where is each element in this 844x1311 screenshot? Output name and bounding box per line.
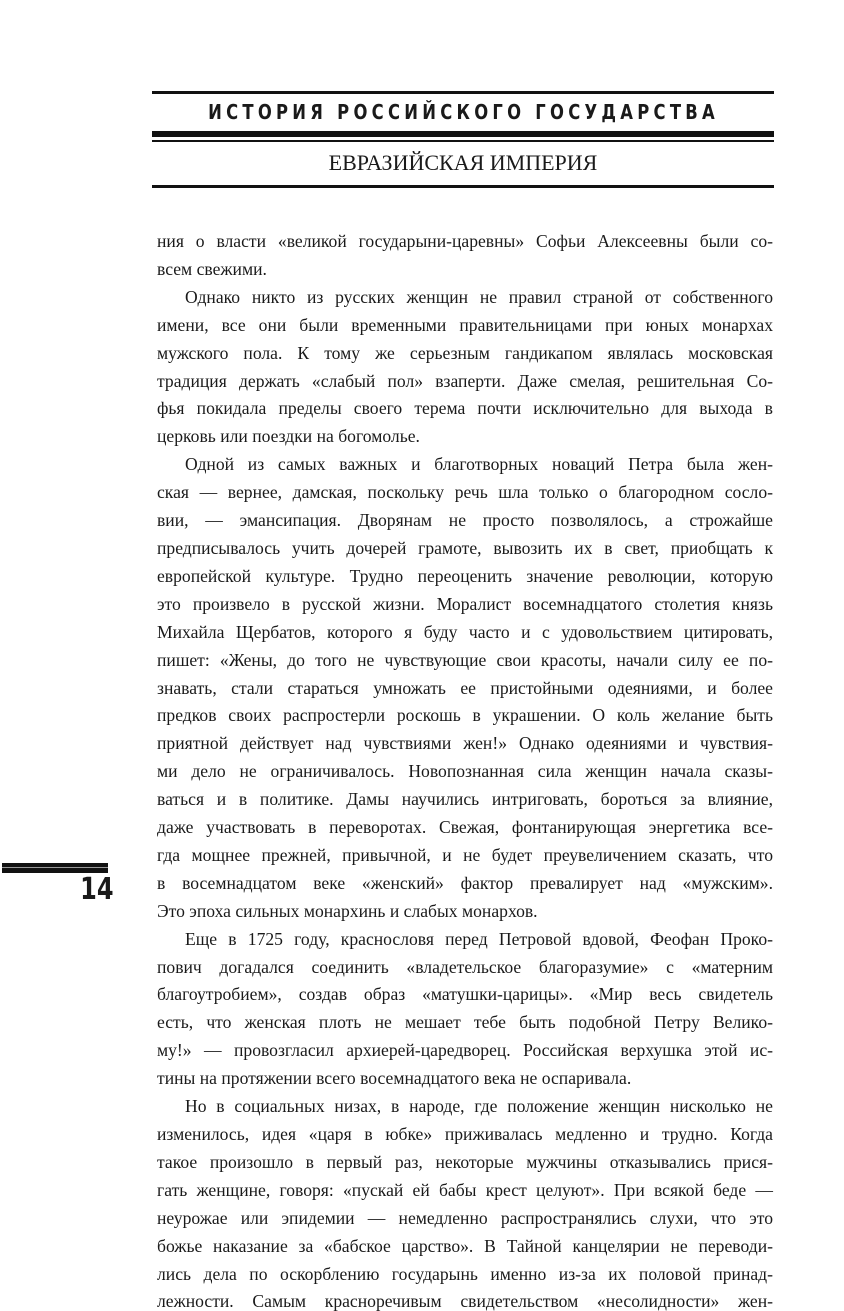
text-line: есть, что женская плоть не мешает тебе быть подобной Петру Велико- xyxy=(157,1012,773,1033)
text-line: лежности. Самым красноречивым свидетельством «несолидности» жен- xyxy=(157,1291,773,1311)
text-line: Еще в 1725 году, краснословя перед Петровой вдовой, Феофан Проко- xyxy=(185,928,773,949)
paragraph xyxy=(157,926,773,1093)
text-line: пович догадался соединить «владетельское благоразумие» с «матерним xyxy=(157,956,773,977)
text-line: Одной из самых важных и благотворных новаций Петра была жен- xyxy=(185,454,773,475)
text-line: имени, все они были временными правительницами при юных монархах xyxy=(157,314,773,335)
text-line: знавать, стали стараться умножать ее пристойными одеяниями, и более xyxy=(157,677,773,698)
text-line: церковь или поездки на богомолье. xyxy=(157,426,420,447)
text-line: ми дело не ограничивалось. Новопознанная сила женщин начала сказы- xyxy=(157,761,773,782)
header-thin-rule xyxy=(152,140,774,142)
header-top-rule xyxy=(152,91,774,94)
text-line: даже участвовать в переворотах. Свежая, фонтанирующая энергетика все- xyxy=(157,817,773,838)
text-line: это произвело в русской жизни. Моралист восемнадцатого столетия князь xyxy=(157,593,773,614)
text-line: в восемнадцатом веке «женский» фактор превалирует над «мужским». xyxy=(157,872,773,893)
paragraph xyxy=(157,451,773,925)
text-line: вии, — эмансипация. Дворянам не просто позволялось, а строжайше xyxy=(157,510,773,531)
text-line: ния о власти «великой государыни-царевны» Софьи Алексеевны были со- xyxy=(157,231,773,251)
text-line: Однако никто из русских женщин не правил страной от собственного xyxy=(185,286,773,307)
series-title: ИСТОРИЯ РОССИЙСКОГО ГОСУДАРСТВА xyxy=(208,100,720,124)
text-line: благоутробием», создав образ «матушки-царицы». «Мир весь свидетель xyxy=(157,984,773,1005)
text-line: гда мощнее прежней, привычной, и не будет преувеличением сказать, что xyxy=(157,844,773,865)
body-text xyxy=(157,228,773,1311)
text-line: божье наказание за «бабское царство». В Тайной канцелярии не переводи- xyxy=(157,1235,773,1256)
text-line: лись дела по оскорблению государынь именно из-за их половой принад- xyxy=(157,1263,773,1284)
paragraph xyxy=(157,284,773,451)
text-line: ская — вернее, дамская, поскольку речь шла только о благородном сосло- xyxy=(157,482,773,503)
text-line: фья покидала пределы своего терема почти исключительно для выхода в xyxy=(157,398,773,419)
page-number: 14 xyxy=(80,872,114,907)
subtitle-rule xyxy=(152,185,774,188)
text-line: приятной действует над чувствиями жен!» Однако одеяниями и чувствия- xyxy=(157,733,773,754)
text-line: ваться и в политике. Дамы научились интриговать, бороться за влияние, xyxy=(157,789,773,810)
header-thick-rule xyxy=(152,131,774,137)
text-line: гать женщине, говоря: «пускай ей бабы крест целуют». При всякой беде — xyxy=(157,1179,773,1200)
text-line: мужского пола. К тому же серьезным гандикапом являлась московская xyxy=(157,342,773,363)
text-line: европейской культуре. Трудно переоценить значение революции, которую xyxy=(157,565,773,586)
paragraph xyxy=(157,1093,773,1311)
text-line: традиция держать «слабый пол» взаперти. Даже смелая, решительная Со- xyxy=(157,370,773,391)
running-header xyxy=(152,96,774,128)
paragraph xyxy=(157,228,773,284)
text-line: неурожае или эпидемии — немедленно распространялись слухи, что это xyxy=(157,1207,773,1228)
text-line: пишет: «Жены, до того не чувствующие свои красоты, начали силу ее по- xyxy=(157,649,773,670)
text-line: Но в социальных низах, в народе, где положение женщин нисколько не xyxy=(185,1096,773,1117)
text-line: му!» — провозгласил архиерей-царедворец. Российская верхушка этой ис- xyxy=(157,1040,773,1061)
text-line: всем свежими. xyxy=(157,258,267,279)
text-line: тины на протяжении всего восемнадцатого века не оспаривала. xyxy=(157,1068,632,1089)
text-line: предписывалось учить дочерей грамоте, вывозить их в свет, приобщать к xyxy=(157,537,773,558)
text-line: изменилось, идея «царя в юбке» приживалась медленно и трудно. Когда xyxy=(157,1124,773,1144)
text-line: такое произошло в первый раз, некоторые мужчины отказывались прися- xyxy=(157,1151,773,1172)
text-line: предков своих распростерли роскошь в украшении. О коль желание быть xyxy=(157,705,773,726)
chapter-subtitle: ЕВРАЗИЙСКАЯ ИМПЕРИЯ xyxy=(328,150,598,175)
text-line: Михайла Щербатов, которого я буду часто и с удовольствием цитировать, xyxy=(157,621,773,642)
text-line: Это эпоха сильных монархинь и слабых монархов. xyxy=(157,900,538,921)
